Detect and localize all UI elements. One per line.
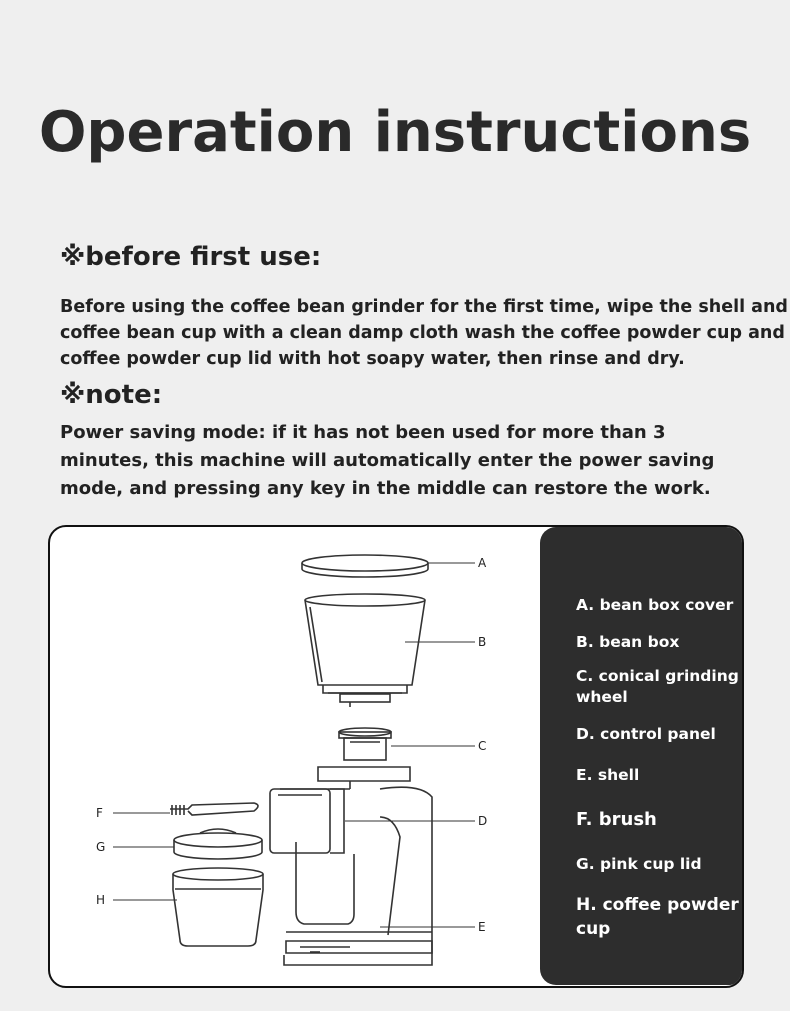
- exploded-parts-diagram: [50, 527, 540, 987]
- callout-d: D: [478, 814, 488, 828]
- text-line: coffee powder cup lid with hot soapy water, then rinse and dry.: [60, 349, 685, 369]
- grinding-wheel-drawing: [339, 728, 391, 760]
- text-line: Before using the coffee bean grinder for the first time, wipe the shell and: [60, 297, 788, 317]
- legend-item-h: H. coffee powder cup: [576, 895, 739, 939]
- bean-box-drawing: [305, 594, 425, 707]
- control-panel-drawing: [270, 789, 344, 853]
- legend-item-c: C. conical grinding wheel: [576, 667, 739, 706]
- legend-item-a: A. bean box cover: [576, 596, 734, 614]
- callout-b: B: [478, 635, 487, 649]
- text-line: minutes, this machine will automatically enter the power saving: [60, 450, 715, 471]
- bean-box-cover-drawing: [302, 555, 428, 577]
- callout-g: G: [96, 840, 106, 854]
- callout-h: H: [96, 893, 106, 907]
- callout-a: A: [478, 556, 487, 570]
- text-line: Power saving mode: if it has not been used for more than 3: [60, 422, 666, 443]
- legend-item-f: F. brush: [576, 809, 657, 830]
- parts-diagram-panel: [48, 525, 744, 988]
- text-line: coffee bean cup with a clean damp cloth wash the coffee powder cup and: [60, 323, 785, 343]
- brush-drawing: [170, 803, 258, 815]
- legend-item-b: B. bean box: [576, 633, 680, 651]
- note-text: [60, 419, 714, 503]
- note-heading: ※note:: [60, 380, 163, 410]
- legend-item-g: G. pink cup lid: [576, 855, 702, 873]
- powder-cup-drawing: [173, 868, 263, 946]
- before-first-use-heading: ※before first use:: [60, 242, 322, 272]
- callout-e: E: [478, 920, 486, 934]
- parts-legend: [540, 527, 744, 985]
- legend-item-e: E. shell: [576, 766, 640, 784]
- callout-f: F: [96, 806, 103, 820]
- shell-drawing: [280, 767, 432, 965]
- page-title: Operation instructions: [38, 100, 752, 165]
- legend-item-d: D. control panel: [576, 725, 716, 743]
- text-line: mode, and pressing any key in the middle can restore the work.: [60, 478, 711, 499]
- cup-lid-drawing: [174, 829, 262, 859]
- before-first-use-text: [60, 294, 788, 372]
- callout-c: C: [478, 739, 487, 753]
